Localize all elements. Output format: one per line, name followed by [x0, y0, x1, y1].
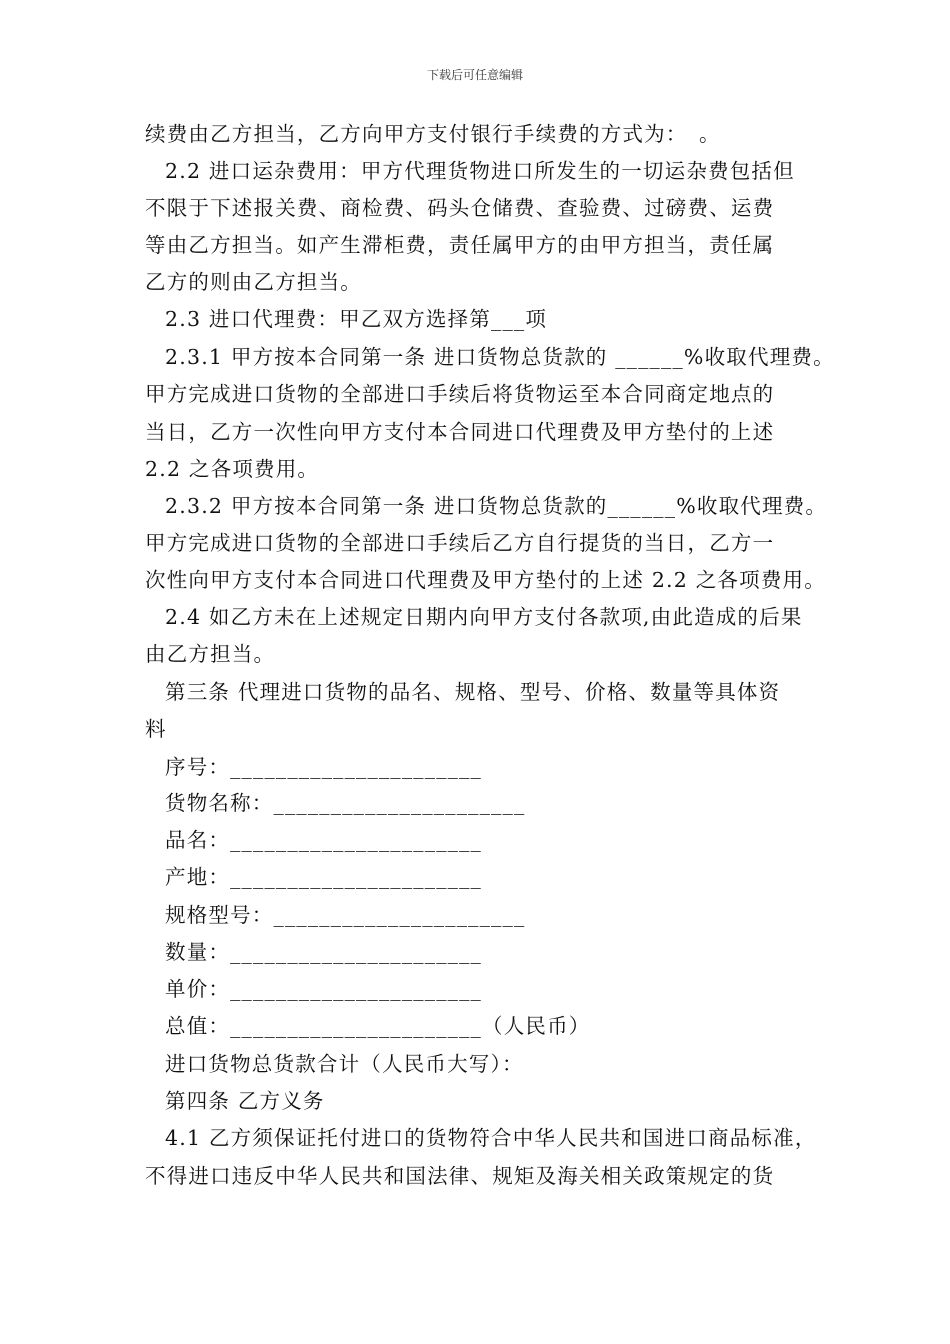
paragraph-line: 由乙方担当。 — [145, 642, 276, 666]
paragraph-line: 等由乙方担当。如产生滞柜费，责任属甲方的由甲方担当，责任属 — [145, 233, 775, 257]
paragraph-line: 2.4 如乙方未在上述规定日期内向甲方支付各款项,由此造成的后果 — [165, 605, 803, 629]
paragraph-line: 甲方完成进口货物的全部进口手续后将货物运至本合同商定地点的 — [145, 382, 775, 406]
form-field-origin: 产地：______________________ — [165, 865, 482, 889]
paragraph-line: 当日，乙方一次性向甲方支付本合同进口代理费及甲方垫付的上述 — [145, 420, 775, 444]
page-header: 下载后可任意编辑 — [426, 68, 523, 82]
paragraph-line: 2.3.1 甲方按本合同第一条 进口货物总货款的 ______%收取代理费。 — [165, 345, 835, 369]
form-field-total-amount: 进口货物总货款合计（人民币大写）： — [165, 1052, 524, 1076]
paragraph-line: 续费由乙方担当，乙方向甲方支付银行手续费的方式为： 。 — [145, 122, 721, 146]
form-field-specification: 规格型号：______________________ — [165, 903, 526, 927]
paragraph-line: 不得进口违反中华人民共和国法律、规矩及海关相关政策规定的货 — [145, 1164, 775, 1188]
form-field-serial-no: 序号：______________________ — [165, 755, 482, 779]
paragraph-line: 2.3 进口代理费：甲乙双方选择第___项 — [165, 307, 548, 331]
form-field-unit-price: 单价：______________________ — [165, 977, 482, 1001]
section-heading: 第三条 代理进口货物的品名、规格、型号、价格、数量等具体资 — [165, 680, 781, 704]
paragraph-line: 次性向甲方支付本合同进口代理费及甲方垫付的上述 2.2 之各项费用。 — [145, 568, 826, 592]
form-field-product-name: 品名：______________________ — [165, 828, 482, 852]
form-field-goods-name: 货物名称：______________________ — [165, 791, 526, 815]
section-heading: 第四条 乙方义务 — [165, 1089, 325, 1113]
paragraph-line: 料 — [145, 717, 167, 741]
paragraph-line: 2.3.2 甲方按本合同第一条 进口货物总货款的______%收取代理费。 — [165, 494, 828, 518]
paragraph-line: 2.2 进口运杂费用：甲方代理货物进口所发生的一切运杂费包括但 — [165, 159, 795, 183]
form-field-quantity: 数量：______________________ — [165, 940, 482, 964]
paragraph-line: 乙方的则由乙方担当。 — [145, 270, 362, 294]
paragraph-line: 不限于下述报关费、商检费、码头仓储费、查验费、过磅费、运费 — [145, 196, 775, 220]
paragraph-line: 4.1 乙方须保证托付进口的货物符合中华人民共和国进口商品标准， — [165, 1126, 817, 1150]
paragraph-line: 甲方完成进口货物的全部进口手续后乙方自行提货的当日，乙方一 — [145, 531, 775, 555]
form-field-total-value: 总值：______________________（人民币） — [165, 1014, 591, 1038]
paragraph-line: 2.2 之各项费用。 — [145, 457, 320, 481]
